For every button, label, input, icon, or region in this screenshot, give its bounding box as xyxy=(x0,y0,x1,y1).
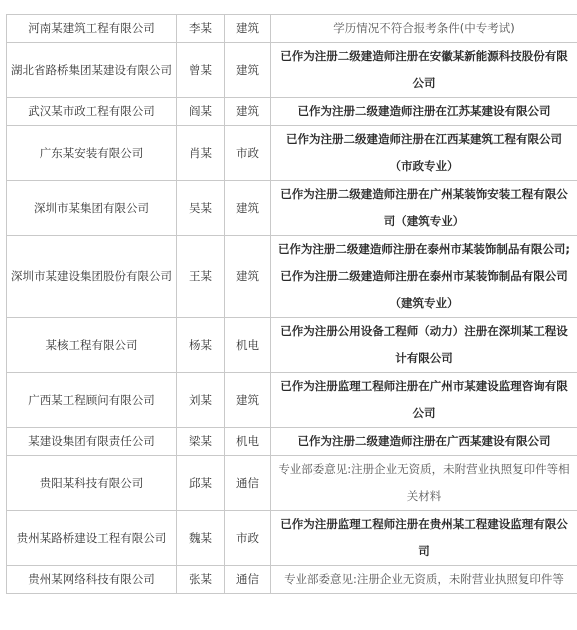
name-cell: 杨某 xyxy=(177,318,225,373)
name-cell: 王某 xyxy=(177,236,225,318)
specialty-cell: 建筑 xyxy=(225,43,271,98)
specialty-cell: 通信 xyxy=(225,456,271,511)
table-row xyxy=(7,511,577,566)
table-row xyxy=(7,98,577,126)
table-row xyxy=(7,428,577,456)
specialty-cell: 建筑 xyxy=(225,98,271,126)
name-cell: 肖某 xyxy=(177,126,225,181)
table-row xyxy=(7,566,577,594)
name-cell: 梁某 xyxy=(177,428,225,456)
company-cell: 贵州某路桥建设工程有限公司 xyxy=(7,511,177,566)
table-row xyxy=(7,318,577,373)
reason-cell: 已作为注册监理工程师注册在广州市某建设监理咨询有限公司 xyxy=(271,373,577,428)
company-cell: 深圳市某集团有限公司 xyxy=(7,181,177,236)
reason-cell: 已作为注册二级建造师注册在广州某装饰安装工程有限公司（建筑专业） xyxy=(271,181,577,236)
company-cell: 贵州某网络科技有限公司 xyxy=(7,566,177,594)
company-cell: 深圳市某建设集团股份有限公司 xyxy=(7,236,177,318)
specialty-cell: 市政 xyxy=(225,511,271,566)
name-cell: 吴某 xyxy=(177,181,225,236)
reason-cell: 已作为注册公用设备工程师（动力）注册在深圳某工程设计有限公司 xyxy=(271,318,577,373)
specialty-cell: 建筑 xyxy=(225,181,271,236)
company-cell: 广西某工程顾问有限公司 xyxy=(7,373,177,428)
company-cell: 湖北省路桥集团某建设有限公司 xyxy=(7,43,177,98)
table-row xyxy=(7,456,577,511)
table-row xyxy=(7,15,577,43)
reason-cell: 已作为注册二级建造师注册在安徽某新能源科技股份有限公司 xyxy=(271,43,577,98)
reason-cell: 已作为注册二级建造师注册在广西某建设有限公司 xyxy=(271,428,577,456)
specialty-cell: 建筑 xyxy=(225,373,271,428)
name-cell: 邱某 xyxy=(177,456,225,511)
company-cell: 贵阳某科技有限公司 xyxy=(7,456,177,511)
reason-cell: 已作为注册监理工程师注册在贵州某工程建设监理有限公司 xyxy=(271,511,577,566)
table-row xyxy=(7,236,577,318)
specialty-cell: 通信 xyxy=(225,566,271,594)
specialty-cell: 机电 xyxy=(225,428,271,456)
specialty-cell: 市政 xyxy=(225,126,271,181)
company-cell: 某建设集团有限责任公司 xyxy=(7,428,177,456)
name-cell: 阎某 xyxy=(177,98,225,126)
company-cell: 某核工程有限公司 xyxy=(7,318,177,373)
reason-cell: 已作为注册二级建造师注册在江西某建筑工程有限公司（市政专业） xyxy=(271,126,577,181)
reason-cell: 专业部委意见:注册企业无资质，未附营业执照复印件等相关材料 xyxy=(271,456,577,511)
name-cell: 曾某 xyxy=(177,43,225,98)
specialty-cell: 建筑 xyxy=(225,15,271,43)
specialty-cell: 机电 xyxy=(225,318,271,373)
name-cell: 李某 xyxy=(177,15,225,43)
company-cell: 武汉某市政工程有限公司 xyxy=(7,98,177,126)
reason-cell: 已作为注册二级建造师注册在泰州市某装饰制品有限公司;已作为注册二级建造师注册在泰州市某装饰制品有限公司（建筑专业） xyxy=(271,236,577,318)
name-cell: 张某 xyxy=(177,566,225,594)
reason-cell: 专业部委意见:注册企业无资质，未附营业执照复印件等 xyxy=(271,566,577,594)
table-row xyxy=(7,373,577,428)
company-cell: 河南某建筑工程有限公司 xyxy=(7,15,177,43)
reason-cell: 已作为注册二级建造师注册在江苏某建设有限公司 xyxy=(271,98,577,126)
table-row xyxy=(7,126,577,181)
name-cell: 刘某 xyxy=(177,373,225,428)
table-row xyxy=(7,181,577,236)
disqualification-table xyxy=(6,14,577,594)
table-row xyxy=(7,43,577,98)
name-cell: 魏某 xyxy=(177,511,225,566)
company-cell: 广东某安装有限公司 xyxy=(7,126,177,181)
reason-cell: 学历情况不符合报考条件(中专考试) xyxy=(271,15,577,43)
specialty-cell: 建筑 xyxy=(225,236,271,318)
